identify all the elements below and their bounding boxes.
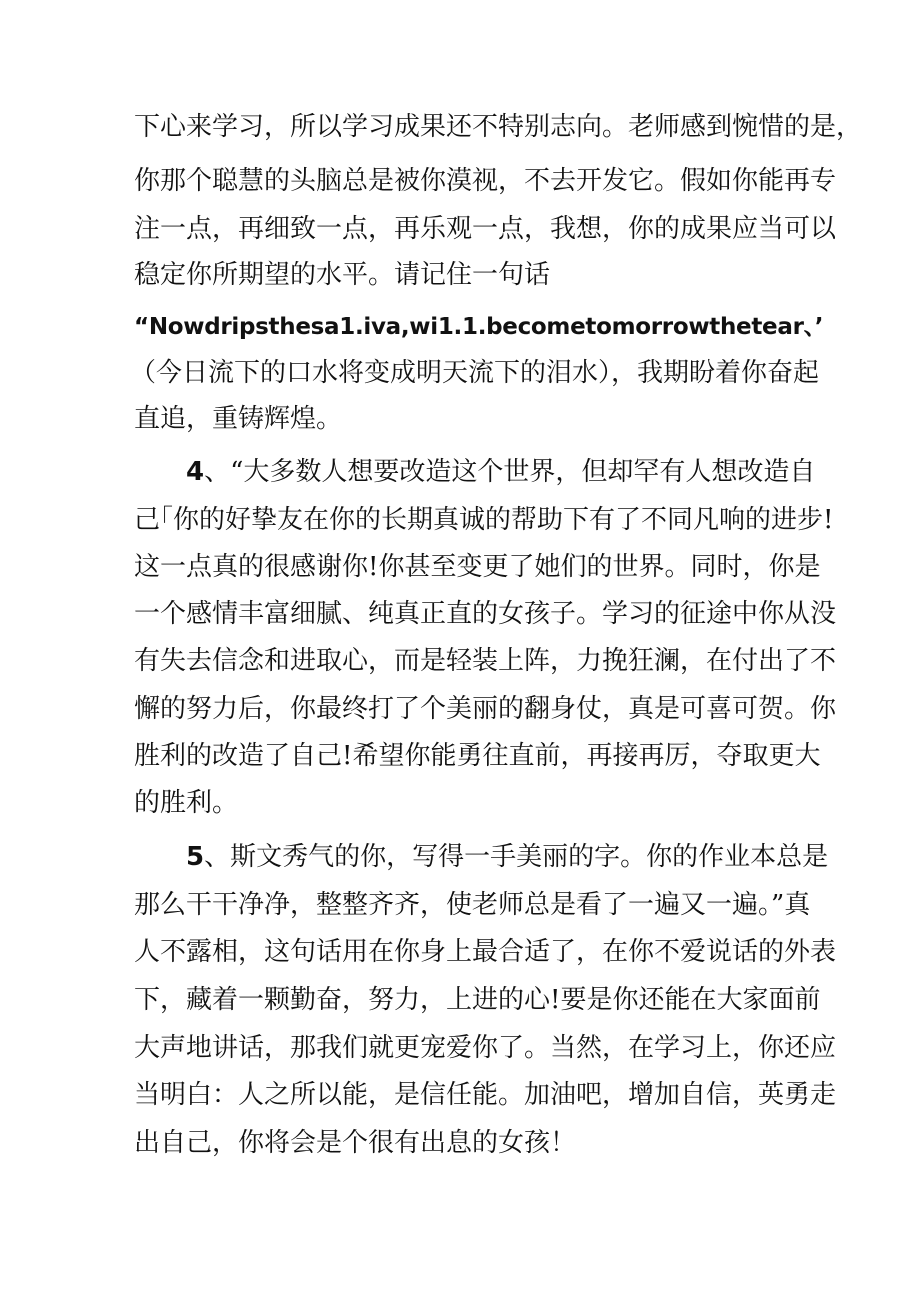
text-line: 出自己，你将会是个很有出息的女孩！ [134, 1128, 577, 1158]
text-line: 下心来学习，所以学习成果还不特别志向。老师感到惋惜的是， [134, 112, 863, 142]
text-line: 、“大多数人想要改造这个世界，但却罕有人想改造自 [204, 457, 816, 487]
text-line: 懈的努力后，你最终打了个美丽的翻身仗，真是可喜可贺。你 [134, 694, 837, 724]
text-line: 稳定你所期望的水平。请记住一句话 [134, 260, 551, 290]
text-line: 直追，重铸辉煌。 [134, 404, 343, 434]
paragraph-number: 5 [186, 842, 205, 872]
text-line: 注一点，再细致一点，再乐观一点，我想，你的成果应当可以 [134, 214, 837, 244]
text-line: 胜利的改造了自己!希望你能勇往直前，再接再厉，夺取更大 [134, 741, 821, 771]
text-line: 己｢你的好挚友在你的长期真诚的帮助下有了不同凡响的进步! [134, 505, 834, 535]
paragraph-number: 4 [186, 457, 205, 487]
text-line: 的胜利。 [134, 788, 239, 818]
text-line: 你那个聪慧的头脑总是被你漠视，不去开发它。假如你能再专 [134, 166, 837, 196]
paragraph-5-first-line [186, 842, 828, 872]
text-line: 大声地讲话，那我们就更宠爱你了。当然，在学习上，你还应 [134, 1033, 837, 1063]
text-line: （今日流下的口水将变成明天流下的泪水），我期盼着你奋起 [130, 358, 820, 388]
english-quote-line: “Nowdripsthesa1.iva,wi1.1.becometomorrowthetear、’ [134, 314, 824, 340]
text-line: 那么干干净净，整整齐齐，使老师总是看了一遍又一遍。”真 [134, 890, 811, 920]
text-line: 这一点真的很感谢你!你甚至变更了她们的世界。同时，你是 [134, 552, 821, 582]
text-line: 有失去信念和进取心，而是轻装上阵，力挽狂澜，在付出了不 [134, 646, 837, 676]
text-line: 下，藏着一颗勤奋，努力，上进的心!要是你还能在大家面前 [134, 985, 821, 1015]
text-line: 、斯文秀气的你，写得一手美丽的字。你的作业本总是 [204, 842, 829, 872]
paragraph-4-first-line [186, 457, 815, 487]
text-line: 人不露相，这句话用在你身上最合适了，在你不爱说话的外表 [134, 937, 837, 967]
text-line: 当明白：人之所以能，是信任能。加油吧，增加自信，英勇走 [134, 1080, 837, 1110]
text-line: 一个感情丰富细腻、纯真正直的女孩子。学习的征途中你从没 [134, 599, 837, 629]
